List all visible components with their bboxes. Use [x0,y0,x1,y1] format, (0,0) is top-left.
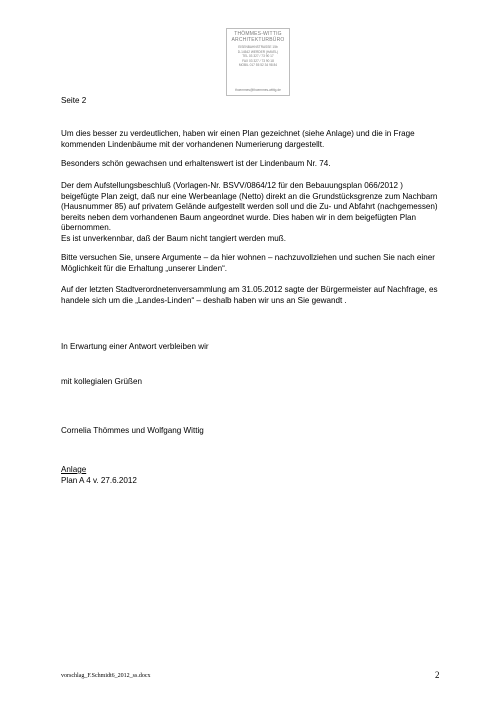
paragraph-linden-74 [61,159,439,170]
paragraph-text: Besonders schön gewachsen und erhaltenswert ist der Lindenbaum Nr. 74. [61,159,331,168]
letterhead-logo [226,28,290,96]
signature-names: Cornelia Thömmes und Wolfgang Wittig [61,426,204,435]
letterhead-street: EISENBAHNSTRASSE 15b [238,45,278,49]
page-label: Seite 2 [61,96,87,105]
paragraph-text: Es ist unverkennbar, daß der Baum nicht tangiert werden muß. [61,233,286,243]
closing-line-2: mit kollegialen Grüßen [61,377,142,386]
paragraph-assembly [61,285,439,306]
letterhead-phone: TEL 03 327 / 73 90 17 [242,54,274,59]
footer-page-number: 2 [435,670,440,680]
paragraph-request [61,253,439,274]
paragraph-text: Um dies besser zu verdeutlichen, haben wir einen Plan gezeichnet (siehe Anlage) und die in Frage kommenden Lindenbäume mit der vorhandenen Numerierung dargestellt. [61,129,415,149]
paragraph-text: Bitte versuchen Sie, unsere Argumente – da hier wohnen – nachzuvollziehen und suchen Sie nach einer Möglichkeit für die Erhaltung „unserer Linden“. [61,253,435,273]
letterhead-firm-type: ARCHITEKTURBÜRO [231,37,285,43]
paragraph-text: Auf der letzten Stadtverordnetenversammlung am 31.05.2012 sagte der Bürgermeister auf Nachfrage, es handele sich um die „Landes-Linden“ – deshalb haben wir uns an Sie gewandt . [61,285,438,305]
letterhead-email: thoemmes@thoemmes-wittig.de [235,88,281,92]
attachment-section [61,465,439,486]
paragraph-plan-explanation [61,129,439,150]
attachment-title: Anlage [61,465,87,474]
footer-filename: vorschlag_F.Schmidt6_2012_ss.docx [61,673,151,679]
paragraph-text: Der dem Aufstellungsbeschluß (Vorlagen-Nr. BSVV/0864/12 für den Bebauungsplan 066/2012 ) beigefügte Plan zeigt, daß nur eine Werbeanlage (Netto) direkt an die Grundstücksgrenze zum Nachbarn (Hausnummer 85) auf privatem Gelände aufgestellt werden soll und die Zu- und Abfahrt (nachgemessen) bereits neben dem vorhandenen Baum angeordnet wurde. Dies haben wir in dem beigefügten Plan übernommen. [61,181,438,232]
letterhead-firm-name: THÖMMES-WITTIG [234,31,282,37]
letterhead-fax: FAX 03 327 / 73 90 18 [242,58,274,63]
attachment-item: Plan A 4 v. 27.6.2012 [61,475,137,485]
closing-line-1: In Erwartung einer Antwort verbleiben wir [61,342,209,351]
letterhead-city: D-14542 WERDER (HAVEL) [237,49,279,54]
letterhead-mobile: MOBIL 017 55 52 34 98 84 [238,63,278,68]
paragraph-plan-details [61,181,439,244]
